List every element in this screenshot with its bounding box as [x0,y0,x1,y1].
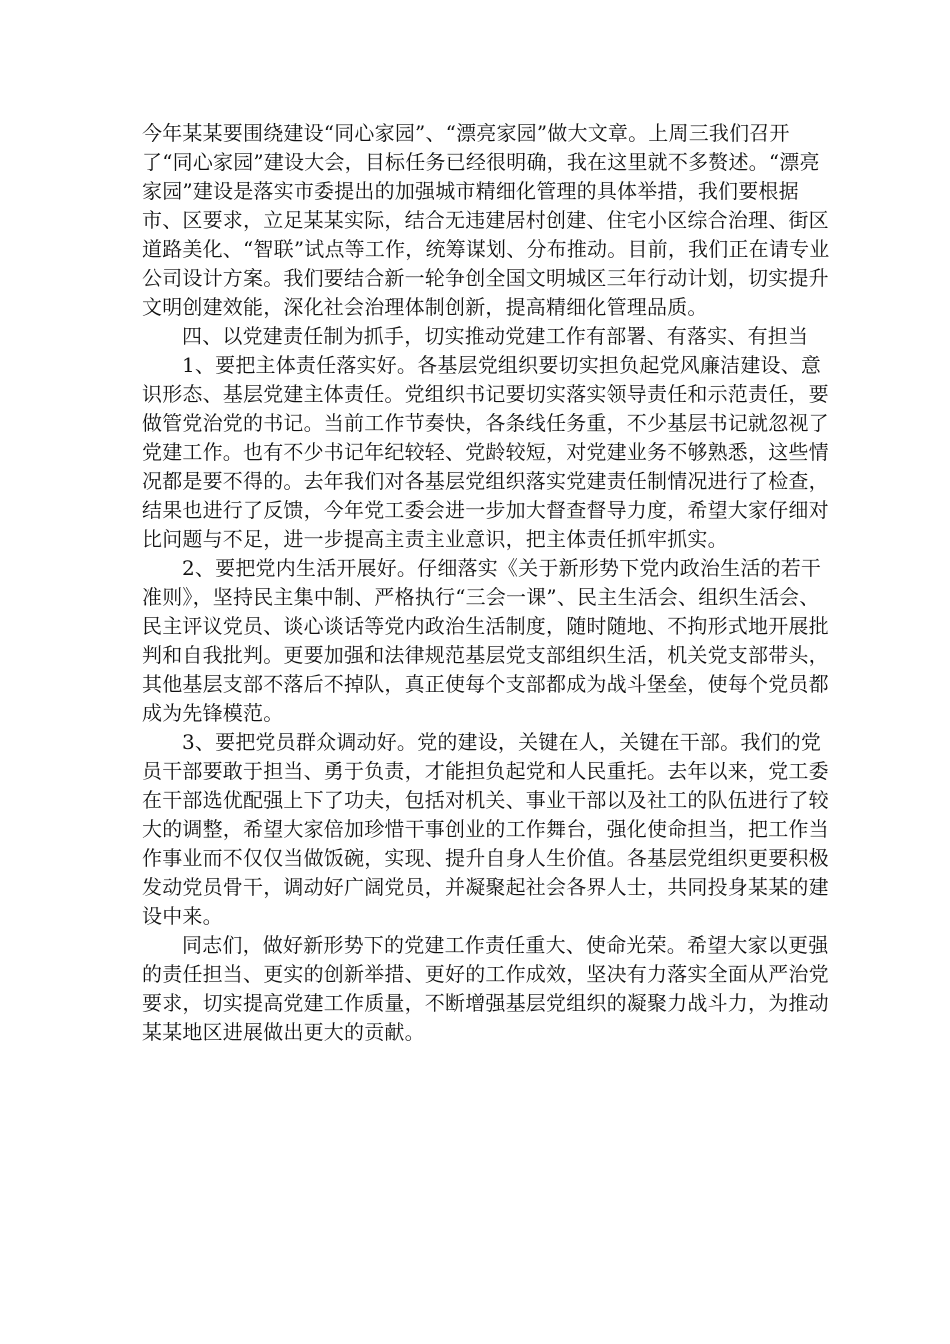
document-body [142,119,832,1047]
paragraph-main-responsibility: 1、要把主体责任落实好。各基层党组织要切实担负起党风廉洁建设、意识形态、基层党建主体责任。党组织书记要切实落实领导责任和示范责任，要做管党治党的书记。当前工作节奏快，各条线任务重，不少基层书记就忽视了党建工作。也有不少书记年纪较轻、党龄较短，对党建业务不够熟悉，这些情况都是要不得的。去年我们对各基层党组织落实党建责任制情况进行了检查，结果也进行了反馈，今年党工委会进一步加大督查督导力度，希望大家仔细对比问题与不足，进一步提高主责主业意识，把主体责任抓牢抓实。 [142,353,829,551]
paragraph-party-life: 2、要把党内生活开展好。仔细落实《关于新形势下党内政治生活的若干准则》，坚持民主集中制、严格执行“三会一课”、民主生活会、组织生活会、民主评议党员、谈心谈话等党内政治生活制度，随时随地、不拘形式地开展批判和自我批判。更要加强和法律规范基层党支部组织生活，机关党支部带头，其他基层支部不落后不掉队，真正使每个支部都成为战斗堡垒，使每个党员都成为先锋模范。 [142,556,829,725]
section-heading-four: 四、以党建责任制为抓手，切实推动党建工作有部署、有落实、有担当 [182,324,809,348]
paragraph-closing: 同志们，做好新形势下的党建工作责任重大、使命光荣。希望大家以更强的责任担当、更实的创新举措、更好的工作成效，坚决有力落实全面从严治党要求，切实提高党建工作质量，不断增强基层党组织的凝聚力战斗力，为推动某某地区进展做出更大的贡献。 [142,933,829,1044]
paragraph-mobilize-members: 3、要把党员群众调动好。党的建设，关键在人，关键在干部。我们的党员干部要敢于担当、勇于负责，才能担负起党和人民重托。去年以来，党工委在干部选优配强上下了功夫，包括对机关、事业干部以及社工的队伍进行了较大的调整，希望大家倍加珍惜干事创业的工作舞台，强化使命担当，把工作当作事业而不仅仅当做饭碗，实现、提升自身人生价值。各基层党组织更要积极发动党员骨干，调动好广阔党员，并凝聚起社会各界人士，共同投身某某的建设中来。 [142,730,829,928]
paragraph-beautiful-home: 今年某某要围绕建设“同心家园”、“漂亮家园”做大文章。上周三我们召开了“同心家园”建设大会，目标任务已经很明确，我在这里就不多赘述。“漂亮家园”建设是落实市委提出的加强城市精细化管理的具体举措，我们要根据市、区要求，立足某某实际，结合无违建居村创建、住宅小区综合治理、街区道路美化、“智联”试点等工作，统筹谋划、分布推动。目前，我们正在请专业公司设计方案。我们要结合新一轮争创全国文明城区三年行动计划，切实提升文明创建效能，深化社会治理体制创新，提高精细化管理品质。 [142,121,830,319]
